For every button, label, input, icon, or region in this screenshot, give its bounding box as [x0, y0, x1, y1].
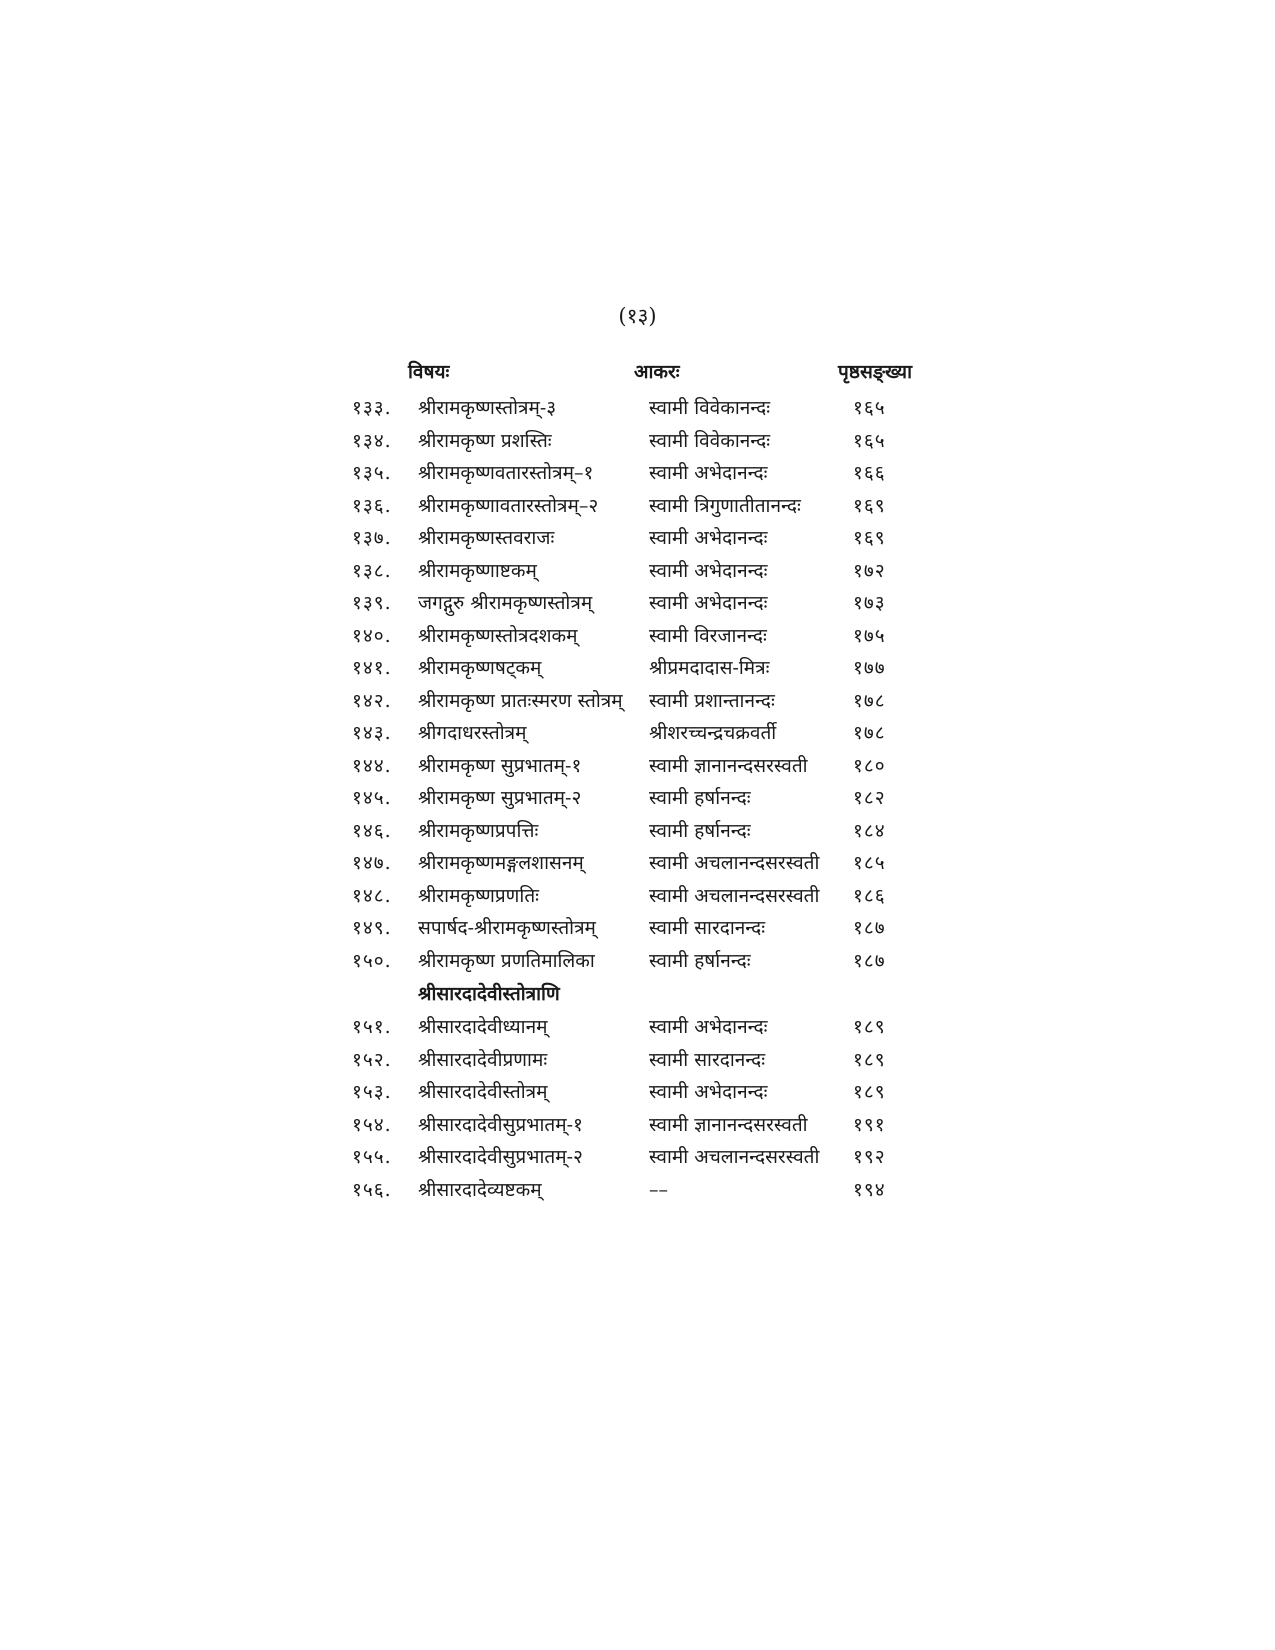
entry-number: १५६. [352, 1178, 392, 1201]
entry-page: १९१ [853, 1113, 886, 1136]
entry-number: १४८. [352, 884, 392, 907]
entry-page: १६९ [853, 494, 886, 517]
entry-title: श्रीसारदादेवीप्रणामः [418, 1048, 548, 1071]
entry-page: १८९ [853, 1016, 886, 1038]
entry-page: १७५ [853, 624, 886, 647]
toc-entry [352, 457, 932, 490]
entry-author: स्वामी हर्षानन्दः [649, 819, 751, 842]
entry-number: १४३. [352, 722, 392, 744]
entry-title: श्रीरामकृष्णस्तोत्रदशकम् [418, 624, 578, 647]
header-source: आकरः [634, 361, 680, 383]
entry-page: १८२ [853, 787, 886, 809]
header-subject: विषयः [408, 361, 450, 383]
entry-page: १८४ [853, 819, 886, 842]
entry-number: १३४. [352, 429, 392, 452]
entry-title: श्रीरामकृष्णावतारस्तोत्रम्–२ [418, 494, 599, 517]
entry-title: जगद्गुरु श्रीरामकृष्णस्तोत्रम् [418, 592, 593, 614]
entry-number: १४७. [352, 852, 392, 874]
entry-author: स्वामी हर्षानन्दः [649, 949, 751, 972]
entry-number: १४१. [352, 657, 392, 679]
toc-group-sarada [352, 1011, 932, 1206]
entry-author: स्वामी प्रशान्तानन्दः [649, 689, 775, 712]
toc-entry [352, 1011, 932, 1044]
entry-page: १८७ [853, 917, 886, 939]
entry-title: श्रीरामकृष्णप्रपत्तिः [418, 819, 539, 842]
entry-page: १८९ [853, 1048, 886, 1071]
entry-author: स्वामी अभेदानन्दः [649, 1081, 768, 1103]
entry-title: श्रीरामकृष्ण सुप्रभातम्-२ [418, 787, 582, 809]
entry-page: १७३ [853, 592, 886, 614]
entry-number: १३९. [352, 592, 392, 614]
entry-title: श्रीसारदादेवीसुप्रभातम्-१ [418, 1113, 583, 1136]
entry-author: स्वामी अचलानन्दसरस्वती [649, 852, 820, 874]
entry-title: श्रीरामकृष्ण प्रशस्तिः [418, 429, 552, 452]
entry-title: श्रीरामकृष्णस्तवराजः [418, 527, 555, 549]
toc-entry [352, 847, 932, 880]
entry-title: श्रीरामकृष्णाष्टकम् [418, 559, 537, 582]
section-title [352, 977, 932, 1011]
entry-title: श्रीगदाधरस्तोत्रम् [418, 722, 527, 744]
entry-title: श्रीरामकृष्ण प्रातःस्मरण स्तोत्रम् [418, 689, 623, 712]
entry-author: स्वामी अभेदानन्दः [649, 462, 768, 484]
toc-header [352, 358, 932, 392]
entry-title: श्रीरामकृष्ण प्रणतिमालिका [418, 949, 595, 972]
entry-number: १५२. [352, 1048, 392, 1071]
entry-author: स्वामी ज्ञानानन्दसरस्वती [649, 1113, 808, 1136]
entry-page: १८७ [853, 949, 886, 972]
entry-number: १३३. [352, 397, 392, 419]
entry-page: १९२ [853, 1146, 886, 1168]
entry-title: श्रीरामकृष्णषट्कम् [418, 657, 542, 679]
entry-title: श्रीसारदादेव्यष्टकम् [418, 1178, 542, 1201]
entry-number: १३५. [352, 462, 392, 484]
toc-entry [352, 945, 932, 978]
entry-number: १४५. [352, 787, 392, 809]
toc-entry [352, 490, 932, 523]
entry-title: श्रीसारदादेवीस्तोत्रम् [418, 1081, 548, 1103]
entry-page: १६५ [853, 429, 886, 452]
entry-author: स्वामी हर्षानन्दः [649, 787, 751, 809]
toc-entry [352, 1109, 932, 1142]
entry-page: १६९ [853, 527, 886, 549]
entry-title: श्रीरामकृष्णप्रणतिः [418, 884, 540, 907]
entry-author: स्वामी सारदानन्दः [649, 917, 766, 939]
entry-author: स्वामी अचलानन्दसरस्वती [649, 884, 820, 907]
entry-author: स्वामी ज्ञानानन्दसरस्वती [649, 754, 808, 777]
entry-number: १३६. [352, 494, 392, 517]
entry-page: १९४ [853, 1178, 886, 1201]
entry-page: १८६ [853, 884, 886, 907]
toc-entry [352, 880, 932, 913]
entry-author: स्वामी अभेदानन्दः [649, 1016, 768, 1038]
toc-entry [352, 685, 932, 718]
toc-entry [352, 652, 932, 685]
entry-author: स्वामी अभेदानन्दः [649, 592, 768, 614]
entry-number: १४०. [352, 624, 392, 647]
entry-title: श्रीरामकृष्णवतारस्तोत्रम्–१ [418, 462, 594, 484]
entry-author: स्वामी विरजानन्दः [649, 624, 767, 647]
page-number: (१३) [618, 304, 657, 328]
header-page: पृष्ठसङ्ख्या [838, 361, 912, 383]
entry-author: स्वामी अभेदानन्दः [649, 527, 768, 549]
entry-number: १४२. [352, 689, 392, 712]
entry-page: १७८ [853, 689, 886, 712]
toc-entry [352, 912, 932, 945]
entry-page: १८९ [853, 1081, 886, 1103]
section-title-text: श्रीसारदादेवीस्तोत्राणि [418, 983, 560, 1005]
entry-author: श्रीप्रमदादास-मित्रः [649, 657, 770, 679]
entry-author: स्वामी विवेकानन्दः [649, 397, 771, 419]
toc-entry [352, 587, 932, 620]
toc-group-ramakrishna [352, 392, 932, 977]
table-of-contents [352, 358, 932, 1206]
entry-author: श्रीशरच्चन्द्रचक्रवर्ती [649, 722, 777, 744]
entry-title: श्रीरामकृष्णमङ्गलशासनम् [418, 852, 584, 874]
toc-entry [352, 392, 932, 425]
toc-entry [352, 782, 932, 815]
toc-entry [352, 620, 932, 653]
entry-title: श्रीसारदादेवीध्यानम् [418, 1016, 548, 1038]
entry-number: १४९. [352, 917, 392, 939]
toc-entry [352, 1044, 932, 1077]
entry-author: स्वामी विवेकानन्दः [649, 429, 771, 452]
entry-page: १८५ [853, 852, 886, 874]
toc-entry [352, 1076, 932, 1109]
entry-author: स्वामी सारदानन्दः [649, 1048, 766, 1071]
entry-author: स्वामी अचलानन्दसरस्वती [649, 1146, 820, 1168]
entry-number: १४४. [352, 754, 392, 777]
entry-page: १६५ [853, 397, 886, 419]
toc-entry [352, 717, 932, 750]
entry-page: १६६ [853, 462, 886, 484]
entry-title: श्रीरामकृष्णस्तोत्रम्-३ [418, 397, 557, 419]
entry-number: १५३. [352, 1081, 392, 1103]
entry-number: १५०. [352, 949, 392, 972]
entry-page: १८० [853, 754, 886, 777]
entry-author: स्वामी त्रिगुणातीतानन्दः [649, 494, 801, 517]
entry-number: १५५. [352, 1146, 392, 1168]
entry-author: स्वामी अभेदानन्दः [649, 559, 768, 582]
entry-title: श्रीरामकृष्ण सुप्रभातम्-१ [418, 754, 582, 777]
entry-number: १३७. [352, 527, 392, 549]
entry-page: १७७ [853, 657, 886, 679]
entry-number: १५४. [352, 1113, 392, 1136]
entry-title: श्रीसारदादेवीसुप्रभातम्-२ [418, 1146, 583, 1168]
entry-page: १७२ [853, 559, 886, 582]
toc-entry [352, 425, 932, 458]
toc-entry [352, 1141, 932, 1174]
toc-entry [352, 1174, 932, 1207]
toc-entry [352, 522, 932, 555]
entry-number: १४६. [352, 819, 392, 842]
toc-entry [352, 750, 932, 783]
entry-number: १३८. [352, 559, 392, 582]
entry-page: १७८ [853, 722, 886, 744]
toc-entry [352, 555, 932, 588]
entry-number: १५१. [352, 1016, 392, 1038]
entry-author: –– [649, 1178, 668, 1201]
entry-title: सपार्षद-श्रीरामकृष्णस्तोत्रम् [418, 917, 596, 939]
toc-entry [352, 815, 932, 848]
